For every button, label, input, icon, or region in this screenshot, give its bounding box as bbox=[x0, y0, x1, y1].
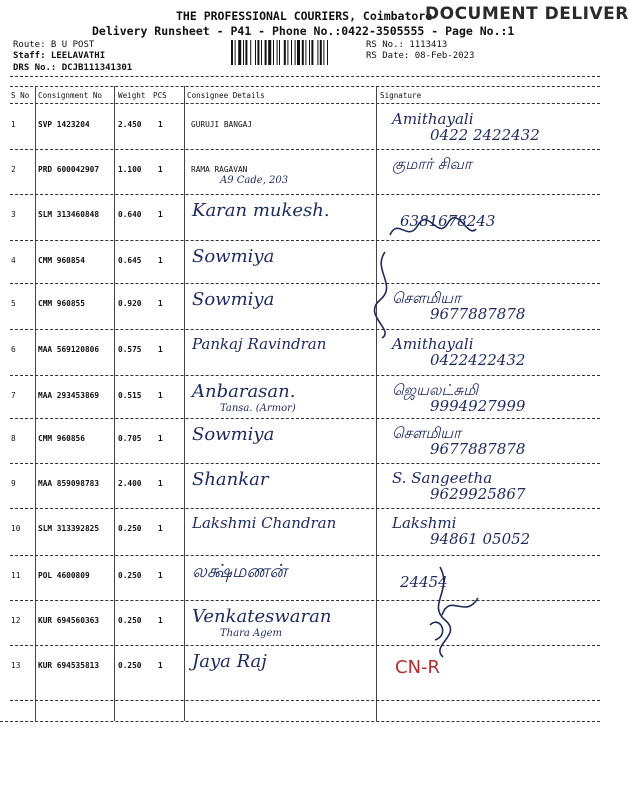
table-top-divider bbox=[10, 86, 600, 87]
pcs-value: 1 bbox=[158, 165, 163, 174]
staff-label: Staff: LEELAVATHI bbox=[13, 51, 106, 61]
consignee-handwritten-name: Jaya Raj bbox=[192, 651, 267, 672]
header-divider bbox=[10, 76, 600, 77]
consignment-number: CMM 960854 bbox=[38, 256, 85, 265]
signature-name: சௌமியா bbox=[392, 289, 461, 307]
pcs-value: 1 bbox=[158, 256, 163, 265]
consignment-number: SLM 313392825 bbox=[38, 524, 100, 533]
weight-value: 0.645 bbox=[118, 256, 142, 265]
company-title-text: THE PROFESSIONAL COURIERS, Coimbatore bbox=[176, 9, 433, 23]
row-divider bbox=[10, 240, 600, 241]
row-divider bbox=[10, 463, 600, 464]
row-divider bbox=[10, 508, 600, 509]
signature-phone-number: 0422 2422432 bbox=[430, 126, 540, 144]
consignee-handwritten-name: Anbarasan. bbox=[192, 381, 296, 402]
handwritten-signature-scribble bbox=[440, 590, 480, 620]
consignee-handwritten-name: லக்ஷ்மணன் bbox=[192, 561, 287, 582]
consignee-printed-name: RAMA RAGAVAN bbox=[191, 165, 248, 174]
pcs-value: 1 bbox=[158, 434, 163, 443]
consignment-number: SLM 313460848 bbox=[38, 210, 100, 219]
col-header-signature: Signature bbox=[380, 91, 422, 100]
weight-value: 1.100 bbox=[118, 165, 142, 174]
signature-name: சௌமியா bbox=[392, 424, 461, 442]
row-divider bbox=[10, 283, 600, 284]
pcs-value: 1 bbox=[158, 345, 163, 354]
consignment-number: POL 4600809 bbox=[38, 571, 90, 580]
row-serial-number: 11 bbox=[11, 571, 21, 580]
row-divider bbox=[10, 418, 600, 419]
weight-value: 0.250 bbox=[118, 661, 142, 670]
consignee-printed-name: GURUJI BANGAJ bbox=[191, 120, 253, 129]
col-header-consignee: Consignee Details bbox=[187, 91, 265, 100]
consignee-handwritten-name: Lakshmi Chandran bbox=[192, 514, 337, 532]
row-serial-number: 10 bbox=[11, 524, 21, 533]
col-header-sno: S No bbox=[11, 91, 30, 100]
row-serial-number: 13 bbox=[11, 661, 21, 670]
handwritten-signature-scribble bbox=[370, 250, 400, 340]
weight-value: 2.450 bbox=[118, 120, 142, 129]
consignee-handwritten-name: Shankar bbox=[192, 469, 269, 490]
signature-phone-number: 24454 bbox=[400, 573, 448, 591]
row-serial-number: 3 bbox=[11, 210, 16, 219]
weight-value: 0.250 bbox=[118, 571, 142, 580]
document-delivery-stamp: DOCUMENT DELIVER bbox=[425, 4, 629, 24]
col-header-pcs: PCS bbox=[153, 91, 167, 100]
consignee-handwritten-note: A9 Cade, 203 bbox=[220, 175, 289, 186]
col-divider-4 bbox=[376, 86, 377, 721]
col-header-weight: Weight bbox=[118, 91, 146, 100]
pcs-value: 1 bbox=[158, 299, 163, 308]
pcs-value: 1 bbox=[158, 661, 163, 670]
row-divider bbox=[10, 329, 600, 330]
handwritten-signature-scribble bbox=[388, 215, 478, 245]
pcs-value: 1 bbox=[158, 391, 163, 400]
signature-name: S. Sangeetha bbox=[392, 469, 493, 487]
consignee-handwritten-name: Pankaj Ravindran bbox=[192, 335, 327, 353]
pcs-value: 1 bbox=[158, 524, 163, 533]
signature-phone-number: 0422422432 bbox=[430, 351, 526, 369]
row-serial-number: 12 bbox=[11, 616, 21, 625]
signature-remark: CN-R bbox=[395, 657, 441, 678]
row-divider bbox=[10, 149, 600, 150]
row-serial-number: 6 bbox=[11, 345, 16, 354]
col-header-consignment: Consignment No bbox=[38, 91, 103, 100]
row-serial-number: 9 bbox=[11, 479, 16, 488]
consignee-handwritten-note: Tansa. (Armor) bbox=[220, 403, 296, 414]
consignment-number: SVP 1423204 bbox=[38, 120, 90, 129]
signature-name: Amithayali bbox=[392, 335, 474, 353]
consignment-number: MAA 859098783 bbox=[38, 479, 100, 488]
weight-value: 0.515 bbox=[118, 391, 142, 400]
column-header-divider bbox=[10, 103, 600, 104]
consignment-number: KUR 694560363 bbox=[38, 616, 100, 625]
table-bottom-divider bbox=[0, 721, 600, 722]
consignment-number: CMM 960855 bbox=[38, 299, 85, 308]
drs-label: DRS No.: DCJB111341301 bbox=[13, 63, 133, 73]
pcs-value: 1 bbox=[158, 210, 163, 219]
rs-date: RS Date: 08-Feb-2023 bbox=[366, 51, 475, 61]
rs-number: RS No.: 1113413 bbox=[366, 40, 448, 50]
consignment-number: MAA 569120806 bbox=[38, 345, 100, 354]
weight-value: 2.400 bbox=[118, 479, 142, 488]
row-serial-number: 4 bbox=[11, 256, 16, 265]
signature-name: ஜெயலட்சுமி bbox=[392, 381, 478, 399]
consignee-handwritten-note: Thara Agem bbox=[220, 628, 283, 639]
consignment-number: PRD 600042907 bbox=[38, 165, 100, 174]
weight-value: 0.575 bbox=[118, 345, 142, 354]
runsheet-title-text: Delivery Runsheet - P41 - Phone No.:0422-3505555 - Page No.:1 bbox=[92, 24, 515, 38]
signature-phone-number: 9629925867 bbox=[430, 485, 526, 503]
row-serial-number: 1 bbox=[11, 120, 16, 129]
pcs-value: 1 bbox=[158, 479, 163, 488]
signature-name: Amithayali bbox=[392, 110, 474, 128]
consignee-handwritten-name: Venkateswaran bbox=[192, 606, 332, 627]
consignment-number: CMM 960856 bbox=[38, 434, 85, 443]
pcs-value: 1 bbox=[158, 571, 163, 580]
weight-value: 0.705 bbox=[118, 434, 142, 443]
signature-phone-number: 9677887878 bbox=[430, 305, 526, 323]
barcode-image bbox=[231, 40, 359, 65]
consignee-handwritten-name: Sowmiya bbox=[192, 289, 275, 310]
row-serial-number: 8 bbox=[11, 434, 16, 443]
row-divider bbox=[10, 700, 600, 701]
weight-value: 0.920 bbox=[118, 299, 142, 308]
weight-value: 0.640 bbox=[118, 210, 142, 219]
consignment-number: MAA 293453869 bbox=[38, 391, 100, 400]
weight-value: 0.250 bbox=[118, 524, 142, 533]
pcs-value: 1 bbox=[158, 120, 163, 129]
signature-name: Lakshmi bbox=[392, 514, 457, 532]
row-divider bbox=[10, 600, 600, 601]
row-serial-number: 2 bbox=[11, 165, 16, 174]
row-divider bbox=[10, 375, 600, 376]
consignee-handwritten-name: Sowmiya bbox=[192, 246, 275, 267]
signature-name: குமார் சிவா bbox=[392, 155, 472, 173]
row-serial-number: 7 bbox=[11, 391, 16, 400]
consignee-handwritten-name: Karan mukesh. bbox=[192, 200, 330, 221]
row-divider bbox=[10, 645, 600, 646]
pcs-value: 1 bbox=[158, 616, 163, 625]
row-divider bbox=[10, 194, 600, 195]
signature-phone-number: 9994927999 bbox=[430, 397, 526, 415]
route-label: Route: B U POST bbox=[13, 40, 95, 50]
col-divider-1 bbox=[35, 86, 36, 721]
signature-phone-number: 9677887878 bbox=[430, 440, 526, 458]
signature-phone-number: 6381678243 bbox=[400, 212, 496, 230]
row-divider bbox=[10, 555, 600, 556]
col-divider-2 bbox=[114, 86, 115, 721]
consignee-handwritten-name: Sowmiya bbox=[192, 424, 275, 445]
col-divider-3 bbox=[184, 86, 185, 721]
signature-phone-number: 94861 05052 bbox=[430, 530, 531, 548]
consignment-number: KUR 694535813 bbox=[38, 661, 100, 670]
weight-value: 0.250 bbox=[118, 616, 142, 625]
row-serial-number: 5 bbox=[11, 299, 16, 308]
